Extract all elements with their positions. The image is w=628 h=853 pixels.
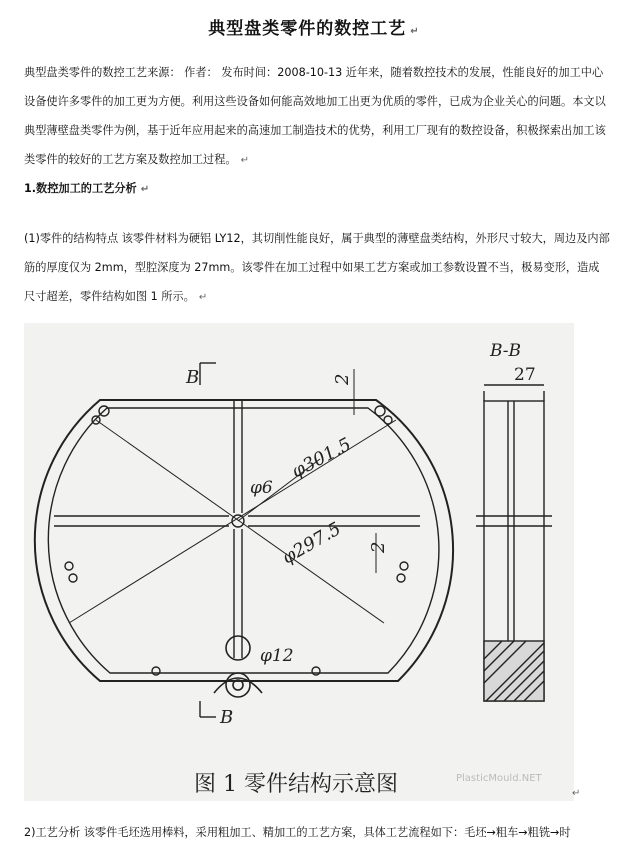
dim-inner-diameter: φ297.5 <box>278 518 345 569</box>
section-mark-bottom: B <box>220 707 234 728</box>
section-heading-process-analysis: 1.数控加工的工艺分析 ↵ <box>24 182 150 195</box>
mounting-holes <box>65 406 408 675</box>
dim-center-hole: φ6 <box>250 478 273 498</box>
section-view <box>476 385 552 701</box>
figure-part-structure <box>24 323 574 801</box>
dim-wall-mid: 2 <box>368 541 389 553</box>
watermark: PlasticMould.NET <box>456 773 542 784</box>
section-view-label: B-B <box>490 341 522 361</box>
dim-wall-top: 2 <box>332 373 353 385</box>
plate-outline <box>35 400 453 681</box>
section-depth-dim: 27 <box>514 365 536 385</box>
document-title: 典型盘类零件的数控工艺 ↵ <box>208 19 420 39</box>
dimension-lines <box>69 369 396 623</box>
intro-paragraph: 典型盘类零件的数控工艺来源： 作者： 发布时间：2008-10-13 近年来，随着数控技术的发展，性能良好的加工中心设备使许多零件的加工更为方便。利用这些设备如何能高效地加工出更为优质的零件，已成为企业关心的问题。本文以典型薄壁盘类零件为例，基于近年应用起来的高速加工制造技术的优势，利用工厂现有的数控设备，积极探索出加工该类零件的较好的工艺方案及数控加工过程。 ↵ <box>24 66 606 166</box>
dim-outer-diameter: φ301.5 <box>288 433 355 483</box>
section-mark-top: B <box>186 367 200 388</box>
dim-bottom-hole: φ12 <box>260 646 294 666</box>
figure-caption: 图 1 零件结构示意图 <box>194 772 398 797</box>
paragraph-mark: ↵ <box>572 788 581 799</box>
process-analysis-paragraph: 2)工艺分析 该零件毛坯选用棒料，采用粗加工、精加工的工艺方案，具体工艺流程如下：毛坯→粗车→粗铣→时 <box>24 826 571 839</box>
structure-paragraph: (1)零件的结构特点 该零件材料为硬铝 LY12，其切削性能良好，属于典型的薄壁盘类结构，外形尺寸较大，周边及内部筋的厚度仅为 2mm，型腔深度为 27mm。该零件在加工过程中如果工艺方案或加工参数设置不当，极易变形，造成尺寸超差，零件结构如图 1 所示。 ↵ <box>24 232 610 303</box>
bottom-boss <box>226 636 250 697</box>
